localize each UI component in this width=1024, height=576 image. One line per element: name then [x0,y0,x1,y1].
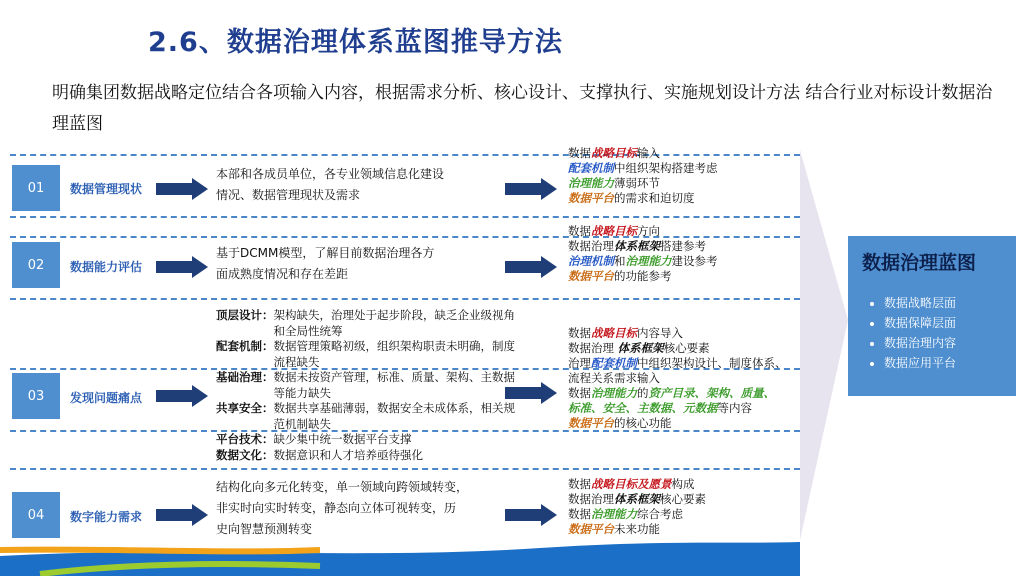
arrow-right-icon [505,504,557,526]
row-output-02 [568,224,818,284]
pain-point-item: 基础治理： 数据未按资产管理，标准、质量、架构、主数据等能力缺失 [216,370,515,400]
desc-line: 情况、数据管理现状及需求 [216,188,361,202]
row-label-03: 发现问题痛点 [70,391,143,405]
output-line: 数据平台未来功能 [568,522,660,536]
blueprint-item: • 数据应用平台 [884,353,1016,373]
blueprint-item: • 数据战略层面 [884,293,1016,313]
output-line: 数据平台的功能参考 [568,269,672,283]
output-line: 数据平台的需求和迫切度 [568,191,695,205]
pain-point-item: 数据文化： 数据意识和人才培养亟待强化 [216,447,423,462]
row-desc-01 [216,164,444,206]
pain-point-item: 共享安全： 数据共享基础薄弱，数据安全未成体系，相关规范机制缺失 [216,401,515,431]
pain-point-item: 配套机制： 数据管理策略初级，组织架构职责未明确，制度流程缺失 [216,339,515,369]
output-line: 数据战略目标及愿景构成 [568,477,695,491]
output-line: 数据战略目标内容导入 [568,326,683,340]
row-output-01 [568,146,818,206]
output-line: 数据治理能力的资产目录、架构、质量、 [568,386,775,400]
blueprint-item: • 数据治理内容 [884,333,1016,353]
output-line: 配套机制中组织架构搭建考虑 [568,161,718,175]
page-title: 2.6、数据治理体系蓝图推导方法 [148,27,563,58]
output-line: 治理机制和治理能力建设参考 [568,254,718,268]
pain-points-list [216,308,516,463]
output-line: 数据治理能力综合考虑 [568,507,683,521]
pain-point-item: 顶层设计： 架构缺失，治理处于起步阶段，缺乏企业级视角和全局性统筹 [216,308,515,338]
row-desc-02 [216,243,434,285]
row-number-03: 03 [12,373,60,419]
row-number-04: 04 [12,492,60,538]
arrow-right-icon [505,382,557,404]
arrow-right-icon [156,385,208,407]
output-line: 标准、安全、主数据、元数据等内容 [568,401,752,415]
blueprint-title: 数据治理蓝图 [862,252,977,274]
desc-line: 非实时向实时转变，静态向立体可视转变，历 [216,501,457,515]
output-line: 流程关系需求输入 [568,371,660,385]
output-line: 数据战略目标方向 [568,224,660,238]
output-line: 数据战略目标输入 [568,146,660,160]
arrow-right-icon [156,256,208,278]
arrow-right-icon [156,178,208,200]
blueprint-item: • 数据保障层面 [884,313,1016,333]
row-number-01: 01 [12,165,60,211]
row-desc-04 [216,477,468,540]
blueprint-list [848,293,1016,373]
arrow-right-icon [156,504,208,526]
row-label-01: 数据管理现状 [70,182,143,196]
output-line: 治理能力薄弱环节 [568,176,660,190]
row-label-02: 数据能力评估 [70,260,143,274]
row-number-02: 02 [12,242,60,288]
desc-line: 结构化向多元化转变，单一领域向跨领域转变， [216,480,469,494]
desc-line: 史向智慧预测转变 [216,522,313,536]
output-line: 数据治理体系框架核心要素 [568,492,706,506]
desc-line: 本部和各成员单位，各专业领域信息化建设 [216,167,445,181]
blueprint-box [848,236,1016,396]
output-line: 治理配套机制中组织架构设计、制度体系、 [568,356,787,370]
arrow-right-icon [505,178,557,200]
output-line: 数据治理 体系框架核心要素 [568,341,710,355]
output-line: 数据治理体系框架搭建参考 [568,239,706,253]
row-output-03 [568,326,818,431]
row-output-04 [568,477,818,537]
pain-point-item: 平台技术： 缺少集中统一数据平台支撑 [216,432,412,446]
arrow-right-icon [505,256,557,278]
output-line: 数据平台的核心功能 [568,416,672,430]
desc-line: 基于DCMM模型，了解目前数据治理各方 [216,246,435,260]
row-label-04: 数字能力需求 [70,510,143,524]
intro-text: 明确集团数据战略定位结合各项输入内容，根据需求分析、核心设计、支撑执行、实施规划设计方法 结合行业对标设计数据治理蓝图 [52,83,993,134]
desc-line: 面成熟度情况和存在差距 [216,267,349,281]
